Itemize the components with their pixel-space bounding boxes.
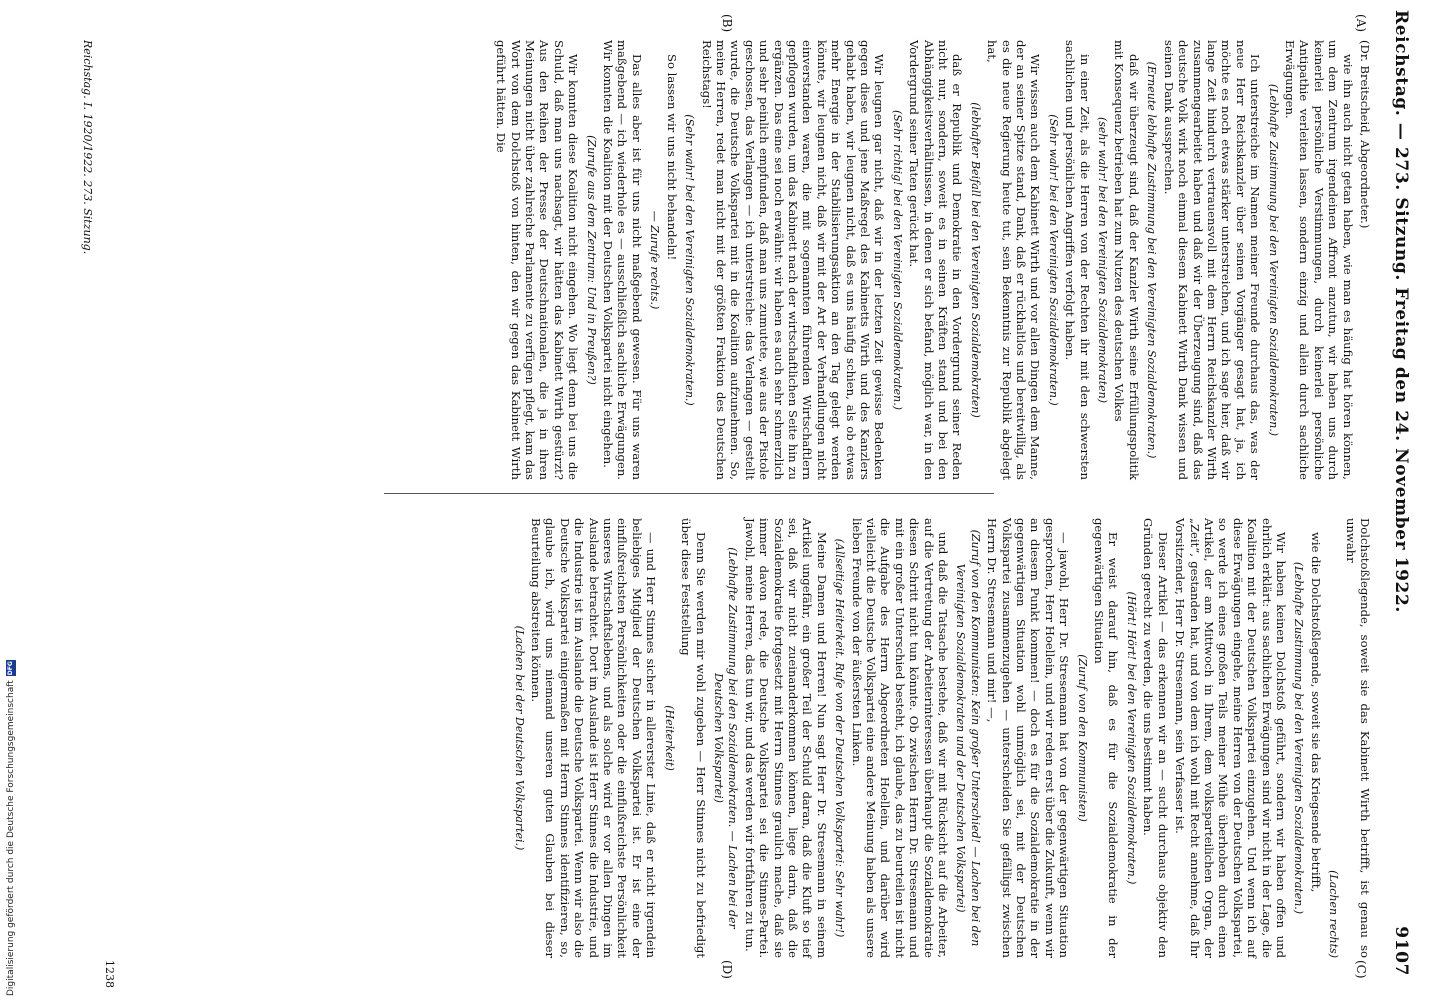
speech-paragraph: daß er Republik und Demokratie in den Vordergrund seiner Reden nicht nur, sondern, soweit es in seinen Kräften stand und bei den Abhängigkeitsverhältnissen, in denen er sich befand, möglich war, in den Vordergrund seiner Taten gerückt hat. xyxy=(907,40,965,480)
page-header xyxy=(1386,10,1416,990)
margin-mark-d: (D) xyxy=(720,960,734,979)
folio-number: 1238 xyxy=(103,960,116,988)
speech-paragraph: und daß die Tatsache bestehe, daß wir mit Rücksicht auf die Arbeiter, auf die Vertretung der Arbeiterinteressen überhaupt die Sozialdemokratie diesen Schritt nicht tun könnte. Ob zwischen Herrn Dr. Stresemann und mit ein großer Unterschied besteht, ich glaube, das zu beurteilen ist nicht die Aufgabe des Herrn Abgeordneten Hoellein, und darüber wird vielleicht die Deutsche Volkspartei eine andere Meinung haben als unsere lieben Freunde von der äußersten Linken. xyxy=(849,518,951,958)
interjection: (lebhafter Beifall bei den Vereinigten Sozialdemokraten) xyxy=(968,102,982,418)
digitization-credit xyxy=(4,600,18,996)
interjection: (Heiterkeit) xyxy=(662,705,676,771)
speech-paragraph: So lassen wir uns nicht behandeln! xyxy=(664,54,679,261)
speech-paragraph: — und Herr Stinnes sicher in allererster Linie, daß er nicht irgendein beliebiges Mitglied der Deutschen Volkspartei ist. Er ist eine der einflußreichsten Persönlichkeiten oder die einflußreichste Persönlichkeit unseres Wirtschaftslebens, und als solche wird er vor allen Dingen im Auslande betrachtet. Dort im Auslande ist Herr Stinnes die Industrie, und die Industrie ist im Auslande die Deutsche Volkspartei. Wenn wir also die Deutsche Volkspartei einigermaßen mit Herrn Stinnes identifizieren, so, glaube ich, wird uns niemand unseren guten Glauben bei dieser Beurteilung abstreiten können. xyxy=(529,518,659,958)
interjection: — Zurufe rechts.) xyxy=(648,210,662,310)
interjection: (Sehr wahr! bei den Vereinigten Sozialdemokraten.) xyxy=(1046,114,1060,406)
speech-paragraph: Denn Sie werden mir wohl zugeben — Herr Stinnes nicht zu befriedigt über diese Feststellung xyxy=(679,518,708,958)
interjection: (Lebhafte Zustimmung bei den Sozialdemokraten. — Lachen bei der Deutschen Volkspartei) xyxy=(711,547,740,929)
margin-mark-c: (C) xyxy=(1354,960,1368,979)
interjection: (Zurufe aus dem Zentrum: Und in Preußen?) xyxy=(584,135,598,385)
credit-text: Digitalisierung gefördert durch die Deutsche Forschungsgemeinschaft xyxy=(6,680,16,996)
dfg-logo-icon: DFG xyxy=(7,661,14,676)
speech-paragraph: Ich unterstreiche im Namen meiner Freunde durchaus das, was der neue Herr Reichskanzler über seinen Vorgänger gesagt hat, ja, ich möchte es noch etwas stärker unterstreichen, und ich sage hier, daß wir lange Zeit hindurch vertrauensvoll mit dem Herrn Reichskanzler Wirth zusammengearbeitet haben und daß wir der Überzeugung sind, daß das deutsche Volk wirk noch einmal diesem Kabinett Wirth Dank wissen und seinen Dank aussprechen. xyxy=(1161,40,1263,480)
speech-paragraph: Wir leugnen gar nicht, daß wir in der letzten Zeit gewisse Bedenken gegen diese und jene Maßregel des Kabinetts Wirth und des Kanzlers gehabt haben, wir leugnen nicht, daß es uns häufig schien, als ob etwas mehr Energie in der Stabilisierungsaktion an den Tag gelegt werden könnte, wir leugnen nicht, daß wir mit der Art der Verhandlungen nicht einverstanden waren, die mit sogenannten führenden Wirtschaftlern gepflogen wurden, um das Kabinett nach der wirtschaftlichen Seite hin zu ergänzen. Das eine sei noch erwähnt: wir haben es auch sehr schmerzlich und sehr peinlich empfunden, daß man uns zumutete, wie aus der Pistole geschossen, das Verlangen — ich unterstreiche: das Verlangen — gestellt wurde, die Deutsche Volkspartei mit in die Koalition aufzunehmen. So, meine Herren, redet man nicht mit der größten Fraktion des Deutschen Reichstags! xyxy=(699,40,887,480)
interjection: (Lachen bei der Deutschen Volkspartei.) xyxy=(512,625,526,851)
interjection: (Lebhafte Zustimmung bei den Vereinigten Sozialdemokraten.) xyxy=(1292,561,1306,915)
speech-paragraph: in einer Zeit, als die Herren von der Rechten ihr mit den schwersten sachlichen und persönlichen Angriffen verfolgt haben. xyxy=(1063,40,1092,480)
speech-paragraph: Das alles aber ist für uns nicht maßgebend gewesen. Für uns waren maßgebend — ich wiederhole es — ausschließlich sachliche Erwägungen. Wir konnten die Koalition mit der Deutschen Volkspartei nicht eingehen. xyxy=(601,40,644,480)
interjection: (Hört! Hört! bei den Vereinigten Sozialdemokraten.) xyxy=(1124,591,1138,885)
interjection: (Erneute lebhafte Zustimmung bei den Vereinigten Sozialdemokraten.) xyxy=(1145,61,1159,459)
speech-paragraph: Er weist darauf hin, daß es für die Sozialdemokratie in der gegenwärtigen Situation xyxy=(1092,518,1121,958)
margin-mark-b: (B) xyxy=(720,14,734,33)
speech-paragraph: Wir konnten diese Koalition nicht eingehen. Wo liegt denn bei uns die Schuld, daß man uns nachsagt, wir hätten das Kabinett Wirth gestürzt? Aus den Reihen der Presse der Deutschnationalen, die ja in ihren Meinungen nicht über zahlreiche Parlamente zu verfügen pflegt, kam das Wort von dem Dolchstoß von hinten, den wir gegen das Kabinett Wirth geführt hätten. Die xyxy=(494,40,581,480)
speech-paragraph: — jawohl, Herr Dr. Stresemann hat von der gegenwärtigen Situation gesprochen, Herr Hoellein, und wir reden erst über die Zukunft, wenn wir an diesem Punkt kommen! — doch es für die Sozialdemokratie in der gegenwärtigen Situation wohl unmöglich sei, mit der Deutschen Volkspartei zusammenzugehen — unterscheiden Sie gefälligst zwischen Herrn Dr. Stresemann und mir! —, xyxy=(985,518,1072,958)
right-column xyxy=(508,518,1372,958)
speech-paragraph: (Dr. Breitscheid, Abgeordneter.) xyxy=(1358,40,1372,229)
speech-paragraph: Wir wissen auch dem Kabinett Wirth und vor allen Dingen dem Manne, der an seiner Spitze stand, Dank, daß er rückhaltlos und bereitwillig, als es die neue Regierung heute tut, sein Bekenntnis zur Republik abgelegt hat, xyxy=(985,40,1043,480)
speech-paragraph: Dieser Artikel — das erkennen wir an — sucht durchaus objektiv den Gründen gerecht zu werden, die uns bestimmt haben. xyxy=(1141,518,1170,958)
interjection: (Lebhafte Zustimmung bei den Vereinigten Sozialdemokraten.) xyxy=(1266,83,1280,437)
interjection: (sehr wahr! bei den Vereinigten Sozialdemokraten) xyxy=(1096,116,1110,404)
left-column xyxy=(491,40,1372,480)
speech-paragraph: wie die Dolchstoßlegende, soweit sie das Kriegsende betrifft, xyxy=(1308,532,1323,893)
speech-paragraph: Dolchstoßlegende, soweit sie das Kabinett Wirth betrifft, ist genau so unwahr xyxy=(1343,518,1372,958)
interjection: (Sehr wahr! bei den Vereinigten Sozialdemokraten.) xyxy=(683,114,697,406)
column-divider xyxy=(384,493,994,494)
speech-paragraph: wie ihn auch nicht getan haben, wie man es häufig hat hören können, um dem Zentrum irgendeinen Affront anzutun, wir haben uns durch keinerlei persönliche Verstimmungen, durch keinerlei persönliche Antipathie verleiten lassen, sondern einzig und allein durch sachliche Erwägungen. xyxy=(1282,40,1355,480)
page-footer: Reichstag. I. 1920/1922. 273. Sitzung. xyxy=(81,40,94,255)
speech-paragraph: Meine Damen und Herren! Nun sagt Herr Dr. Stresemann in seinem Artikel ungefähr, ein großer Teil der Schuld daran, daß die Kluft so tief sei, daß wir nicht zueinanderkommen können, liege darin, daß die Sozialdemokratie fortgesetzt mit Herrn Stinnes graulich mache, daß sie immer davon rede, die Deutsche Volkspartei sei die Stinnes-Partei. Jawohl, meine Herren, das tun wir, und das werden wir fortfahren zu tun. xyxy=(742,518,829,958)
interjection: (Lachen rechts) xyxy=(1327,870,1341,958)
page-number: 9107 xyxy=(1391,926,1411,976)
speech-paragraph: daß wir überzeugt sind, daß der Kanzler Wirth seine Erfüllungspolitik mit Konsequenz betrieben hat zum Nutzen des deutschen Volkes xyxy=(1112,40,1141,480)
margin-mark-a: (A) xyxy=(1354,14,1368,33)
interjection: (Sehr richtig! bei den Vereinigten Sozialdemokraten.) xyxy=(890,109,904,411)
speech-paragraph: Wir haben keinen Dolchstoß geführt, sondern wir haben offen und ehrlich erklärt: aus sachlichen Erwägungen sind wir nicht in der Lage, die Koalition mit der Deutschen Volkspartei einzugehen. Und wenn ich auf diese Erwägungen eingehe, meine Herren von der Deutschen Volkspartei, so werde ich eines großen Teils meiner Mühe überhoben durch einen Artikel, der am Mittwoch in Ihrem, dem volksparteilichen Organ, der „Zeit“, gestanden hat, und von dem ich wohl mit Recht annehme, daß Ihr Vorsitzender, Herr Dr. Stresemann, sein Verfasser ist. xyxy=(1173,518,1288,958)
interjection: (Zuruf von den Kommunisten: Kein großer Unterschied! — Lachen bei den Vereinigten Sozialdemokraten und der Deutschen Volkspartei) xyxy=(954,529,982,947)
interjection: (Allseitige Heiterkeit. Rufe von der Deutschen Volkspartei: Sehr wahr!) xyxy=(833,538,847,938)
page-title: Reichstag. — 273. Sitzung. Freitag den 24. November 1922. xyxy=(1391,10,1411,613)
interjection: (Zuruf von den Kommunisten) xyxy=(1075,654,1089,822)
